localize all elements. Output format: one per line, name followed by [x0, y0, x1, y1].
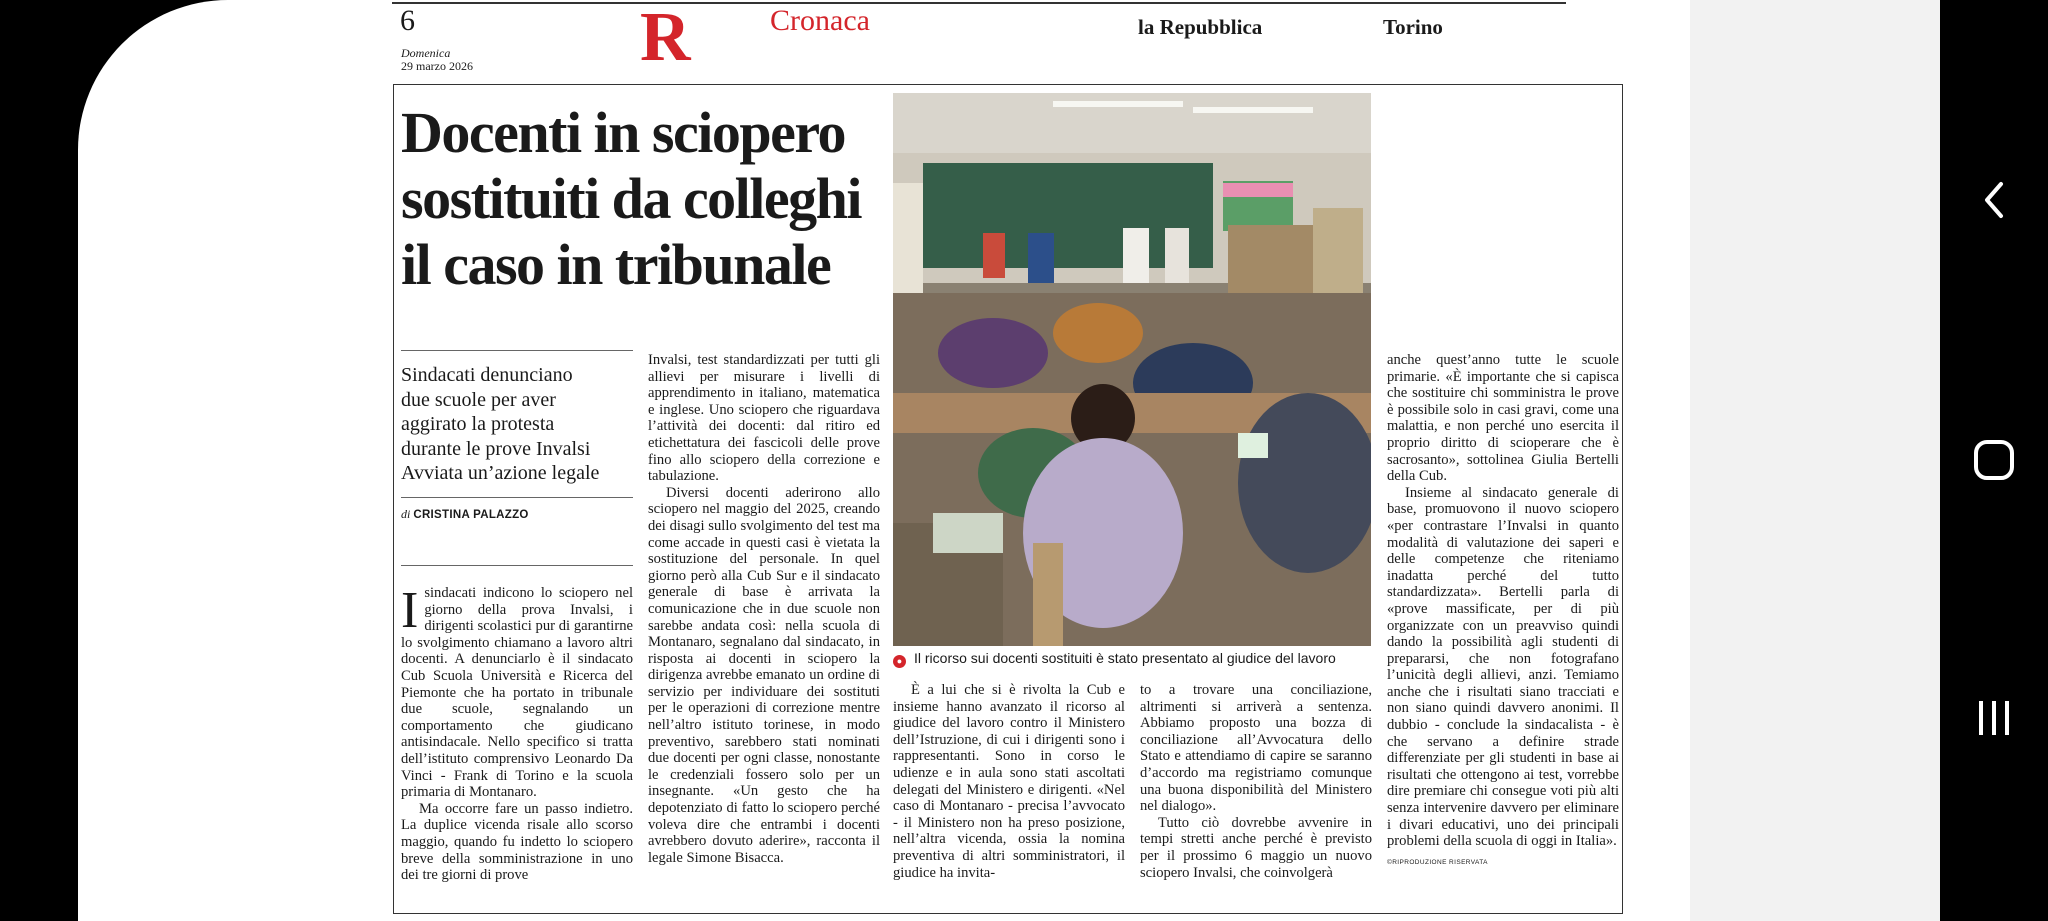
article-paragraph: Insieme al sindacato generale di base, promuovono il nuovo sciopero «per contrastare l’Invalsi in quanto modalità di valutazione dei saperi e delle competenze che riteniamo inadatta perché del tutto standardizzata». Bertelli parla di «prove massificate, per di più organizzate con un preavviso quindi dando la possibilità agli studenti di prepararsi, che non fotografano l’unicità degli allievi, anzi. Temiamo anche che i risultati siano tracciati e non siano quindi davvero anonimi. Il dubbio - conclude la sindacalista - è che servano a definire strade differenziate per gli studenti in base ai risultati che ottengono ai test, vorrebbe dire premiare chi consegue voti più alti senza intervenire davvero per eliminare i divari educativi, uno dei principali problemi della scuola di oggi in Italia».: [1387, 484, 1619, 850]
page-day: Domenica: [401, 46, 451, 60]
header-rule: [392, 2, 1566, 4]
article-paragraph: to a trovare una conciliazione, altrimenti si arriverà a sentenza. Abbiamo proposto una bozza di conciliazione all’Avvocatura dello Stato e attendiamo di capire se saranno d’accordo ma registriamo comunque una buona disponibilità del Ministero nel dialogo».: [1140, 682, 1372, 815]
recents-button[interactable]: [1940, 688, 2048, 748]
back-button[interactable]: [1940, 170, 2048, 230]
section-title: Cronaca: [770, 4, 870, 37]
subhead-line: aggirato la protesta: [401, 413, 555, 435]
back-icon: [1979, 178, 2009, 222]
article-paragraph: Diversi docenti aderirono allo sciopero nel maggio del 2025, creando dei disagi sullo svolgimento del test ma come accade in questi casi è vietata la sostituzione del personale. In quel giorno però alla Cub Sur e il sindacato generale di base è arrivata la comunicazione che in due scuole non sarebbe andata così: nella scuola di Montanaro, segnalano dal sindacato, in risposta ai docenti in sciopero la dirigenza avrebbe emanato un ordine di servizio per individuare dei sostituti per le operazioni di correzione mentre nell’altro istituto torinese, in modo preventivo, sarebbero stati nominati due docenti per ogni classe, nonostante le credenziali fossero solo per un insegnante. «Un gesto che ha depotenziato di fatto lo sciopero perché voleva dire che entrambi i docenti avrebbero dovuto aderire», racconta il legale Simone Bisacca.: [648, 484, 880, 866]
subhead-line: Avviata un’azione legale: [401, 462, 600, 484]
article-paragraph: Isindacati indicono lo sciopero nel giorno della prova Invalsi, i dirigenti scolastici pur di garantirne lo svolgimento chiamano a lavoro altri docenti. A denunciarlo è il sindacato Cub Scuola Università e Ricerca del Piemonte che ha portato in tribunale due scuole, segnalando un comportamento che giudicano antisindacale. Nello specifico si tratta dell’istituto comprensivo Leonardo Da Vinci - Frank di Torino e la scuola primaria di Montanaro.: [401, 582, 633, 801]
system-navigation-bar: [1940, 0, 2048, 921]
article-paragraph: anche quest’anno tutte le scuole primarie. «È importante che si capisca che sostituire chi somministra le prove è possibile solo in casi gravi, come una malattia, e non perché uno esercita il proprio diritto di scioperare che è sacrosanto», sottolinea Giulia Bertelli della Cub.: [1387, 352, 1619, 485]
article-paragraph: Ma occorre fare un passo indietro. La duplice vicenda risale allo scorso maggio, quando fu indetto lo sciopero breve della somministrazione in uno dei tre giorni di prove: [401, 800, 633, 884]
camera-icon: ●: [893, 655, 906, 668]
headline-line: Docenti in sciopero: [401, 100, 846, 165]
subheadline: [401, 363, 626, 486]
page-number: 6: [400, 4, 415, 37]
article-paragraph: Invalsi, test standardizzati per tutti gli allievi per misurare i livelli di apprendimento in italiano, matematica e inglese. Uno sciopero che riguardava l’attività dei docenti: dal ritiro ed etichettatura dei fascicoli delle prove fino allo sciopero della correzione e tabulazione.: [648, 352, 880, 485]
repubblica-logo: R: [640, 0, 691, 76]
newspaper-page[interactable]: [330, 0, 1690, 921]
headline-line: sostituiti da colleghi: [401, 166, 862, 231]
home-icon: [1973, 439, 2015, 481]
subhead-line: durante le prove Invalsi: [401, 437, 591, 460]
byline-prefix: di: [401, 507, 411, 521]
home-button[interactable]: [1940, 430, 2048, 490]
drop-cap: I: [401, 582, 419, 639]
article-paragraph: È a lui che si è rivolta la Cub e insieme hanno avanzato il ricorso al giudice del lavoro contro il Ministero dell’Istruzione, di cui i dirigenti sono i rappresentanti. Sono in corso le udienze e in aula sono stati ascoltati delegati del Ministero e dirigenti. «Nel caso di Montanaro - precisa l’avvocato - il Ministero non ha preso posizione, nell’altra vicenda, ossia la nomina preventiva di altri somministratori, il giudice ha invita-: [893, 682, 1125, 881]
copyright-notice: ©RIPRODUZIONE RISERVATA: [1387, 858, 1488, 866]
author-name: CRISTINA PALAZZO: [413, 509, 529, 521]
article-column-1: [401, 582, 633, 884]
article-column-3: [893, 682, 1125, 881]
masthead: la Repubblica: [1138, 15, 1263, 39]
headline: [401, 100, 881, 298]
subhead-line: due scuole per aver: [401, 388, 556, 411]
classroom-photo[interactable]: [893, 93, 1371, 646]
byline: [401, 507, 529, 522]
city-edition: Torino: [1383, 15, 1443, 39]
subhead-top-rule: [401, 350, 633, 351]
page-date: 29 marzo 2026: [401, 59, 473, 73]
headline-line: il caso in tribunale: [401, 232, 831, 297]
article-paragraph: Tutto ciò dovrebbe avvenire in tempi stretti anche perché è previsto per il prossimo 6 maggio un nuovo sciopero Invalsi, che coinvolgerà: [1140, 814, 1372, 881]
subhead-line: Sindacati denunciano: [401, 364, 573, 386]
photo-caption: ● Il ricorso sui docenti sostituiti è stato presentato al giudice del lavoro: [893, 650, 1336, 668]
subhead-bottom-rule: [401, 497, 633, 498]
article-column-2: [648, 352, 880, 866]
right-margin: [1690, 0, 1940, 921]
article-column-5: [1387, 352, 1619, 871]
bottom-rule: [393, 913, 1623, 914]
recents-icon: [1974, 698, 2014, 738]
byline-rule: [401, 565, 633, 566]
article-column-4: [1140, 682, 1372, 881]
